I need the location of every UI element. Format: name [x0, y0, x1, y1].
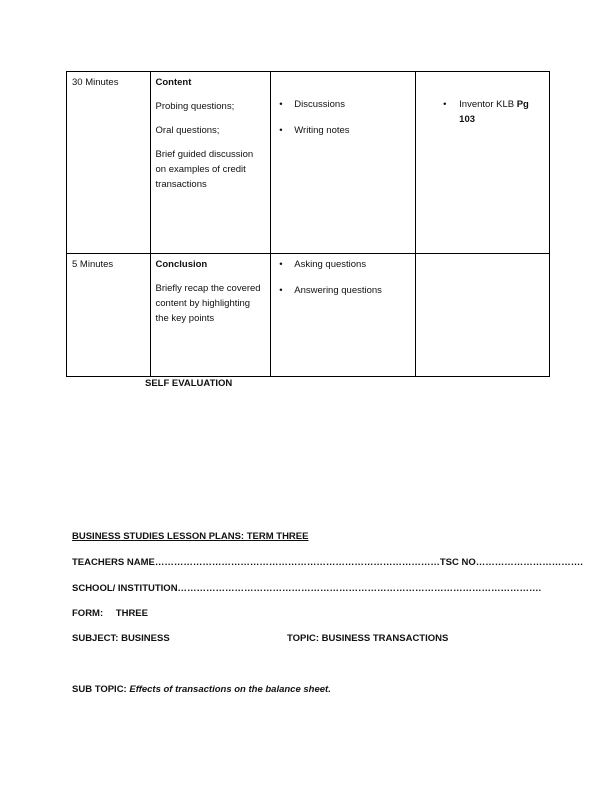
- reference-text: Inventor KLB: [459, 99, 517, 110]
- time-cell: [67, 254, 151, 377]
- stage-cell: [150, 72, 271, 254]
- lesson-plan-table: [66, 71, 550, 377]
- sub-topic-value: Effects of transactions on the balance sheet.: [129, 684, 331, 695]
- stage-cell: [150, 254, 271, 377]
- activity-item: • Writing notes: [276, 123, 410, 138]
- activities-cell: [271, 254, 416, 377]
- reference-item: [421, 97, 544, 127]
- time-cell: [67, 72, 151, 254]
- school-line: SCHOOL/ INSTITUTION…………………………………………………………………………………………………….: [72, 583, 542, 594]
- activity-item: • Asking questions: [276, 257, 410, 272]
- time-label: 30 Minutes: [72, 77, 119, 88]
- table-row: [67, 72, 550, 254]
- activities-list: [276, 97, 410, 138]
- sub-topic-label: SUB TOPIC:: [72, 684, 127, 695]
- stage-item: Probing questions;: [155, 101, 235, 112]
- activity-item: • Answering questions: [276, 283, 410, 298]
- form-line: [72, 608, 148, 619]
- self-evaluation-label: SELF EVALUATION: [145, 378, 233, 389]
- stage-title: Content: [155, 77, 192, 88]
- stage-item: Brief guided discussion on examples of credit transactions: [155, 149, 254, 190]
- sub-topic-line: [72, 684, 331, 695]
- topic-line: TOPIC: BUSINESS TRANSACTIONS: [287, 633, 449, 644]
- table-row: [67, 254, 550, 377]
- teachers-name-line: TEACHERS NAME………………………………………………………………………………TSC NO…………………………….: [72, 557, 583, 568]
- activity-item: • Discussions: [276, 97, 410, 112]
- activities-list: [276, 257, 410, 298]
- form-value: THREE: [115, 608, 148, 619]
- time-label: 5 Minutes: [72, 259, 114, 270]
- references-cell: [416, 254, 550, 377]
- stage-title: Conclusion: [155, 259, 208, 270]
- stage-item: Oral questions;: [155, 125, 220, 136]
- subject-line: SUBJECT: BUSINESS: [72, 633, 170, 644]
- form-label: FORM:: [72, 608, 104, 619]
- activities-cell: [271, 72, 416, 254]
- lesson-plan-title: BUSINESS STUDIES LESSON PLANS: TERM THREE: [72, 531, 309, 542]
- reference-page: Pg 103: [459, 99, 529, 125]
- references-list: [421, 97, 544, 127]
- references-cell: [416, 72, 550, 254]
- stage-item: Briefly recap the covered content by highlighting the key points: [155, 283, 261, 324]
